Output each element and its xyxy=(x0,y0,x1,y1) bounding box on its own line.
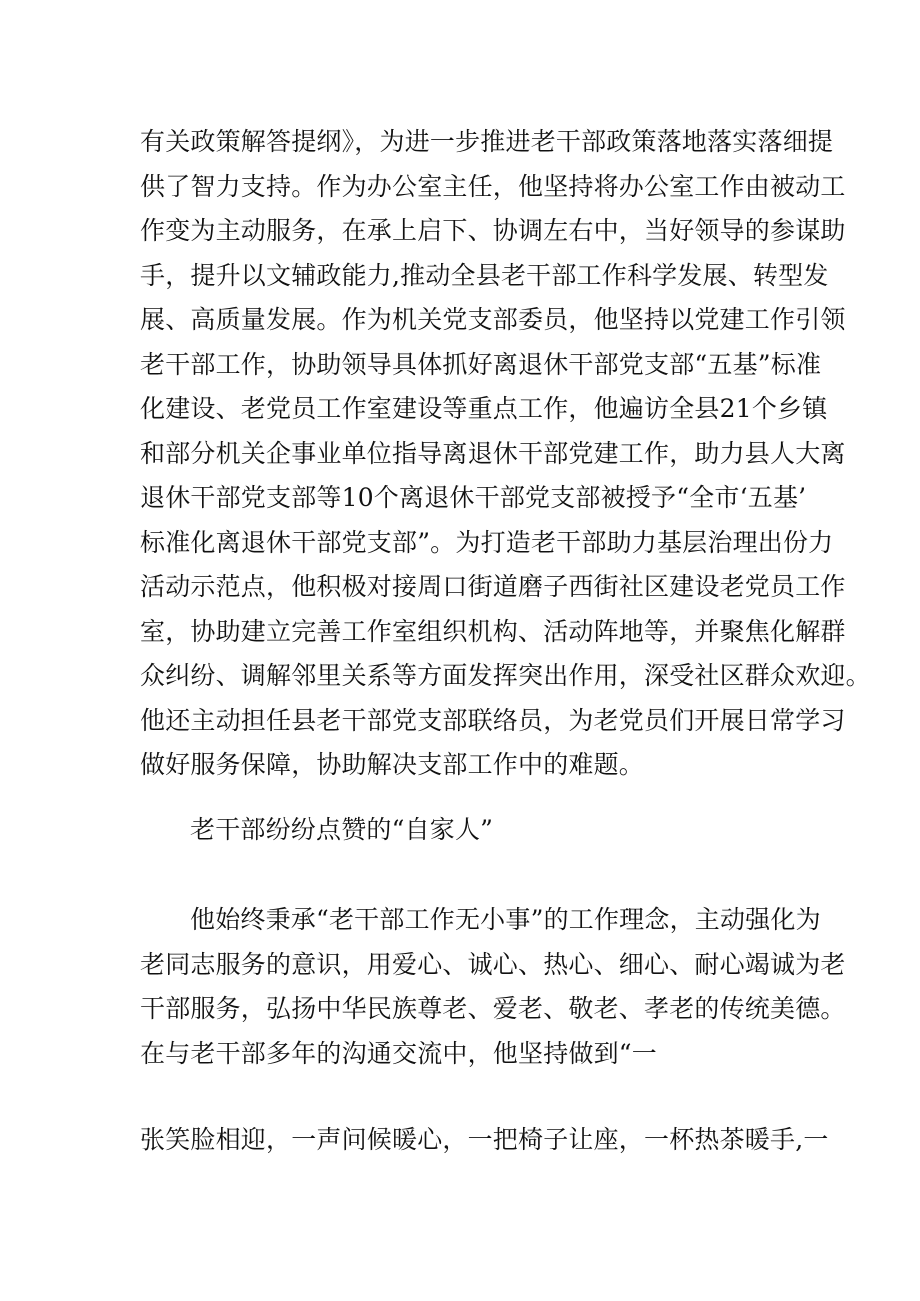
body-paragraph-1 xyxy=(140,120,871,788)
text-line: 老干部工作，协助领导具体抓好离退休干部党支部“五基”标准 xyxy=(140,349,822,379)
text-line: 展、高质量发展。作为机关党支部委员，他坚持以党建工作引领 xyxy=(140,305,846,334)
text-line: 在与老干部多年的沟通交流中，他坚持做到“一 xyxy=(140,1038,657,1068)
text-line: 标准化离退休干部党支部”。为打造老干部助力基层治理出份力 xyxy=(140,527,834,557)
section-heading xyxy=(140,808,790,853)
body-paragraph-3 xyxy=(140,1118,829,1163)
text-line: 和部分机关企事业单位指导离退休干部党建工作，助力县人大离 xyxy=(140,438,846,468)
text-line: 干部服务，弘扬中华民族尊老、爱老、敬老、孝老的传统美德。 xyxy=(140,994,846,1023)
text-line: 众纠纷、调解邻里关系等方面发挥突出作用，深受社区群众欢迎。 xyxy=(140,661,871,690)
text-line: 有关政策解答提纲》，为进一步推进老干部政策落地落实落细提 xyxy=(140,127,834,156)
text-line: 老同志服务的意识，用爱心、诚心、热心、细心、耐心竭诚为老 xyxy=(140,949,846,979)
text-line: 退休干部党支部等10个离退休干部党支部被授予“全市‘五基’ xyxy=(140,483,807,512)
text-line: 作变为主动服务，在承上启下、协调左右中，当好领导的参谋助 xyxy=(140,216,846,245)
text-line: 他还主动担任县老干部党支部联络员，为老党员们开展日常学习 xyxy=(140,705,846,735)
text-line: 化建设、老党员工作室建设等重点工作，他遍访全县21个乡镇 xyxy=(140,394,828,423)
body-paragraph-2 xyxy=(140,898,846,1076)
text-line: 手，提升以文辅政能力,推动全县老干部工作科学发展、转型发 xyxy=(140,260,829,290)
text-line: 供了智力支持。作为办公室主任，他坚持将办公室工作由被动工 xyxy=(140,171,846,201)
section-heading-text: 老干部纷纷点赞的“自家人” xyxy=(190,815,494,844)
text-line: 活动示范点，他积极对接周口街道磨子西街社区建设老党员工作 xyxy=(140,572,846,601)
text-line: 张笑脸相迎，一声问候暖心，一把椅子让座，一杯热茶暖手,一 xyxy=(140,1125,829,1154)
text-line: 室，协助建立完善工作室组织机构、活动阵地等，并聚焦化解群 xyxy=(140,616,846,646)
text-line: 做好服务保障，协助解决支部工作中的难题。 xyxy=(140,750,645,779)
text-line: 他始终秉承“老干部工作无小事”的工作理念，主动强化为 xyxy=(190,905,821,934)
